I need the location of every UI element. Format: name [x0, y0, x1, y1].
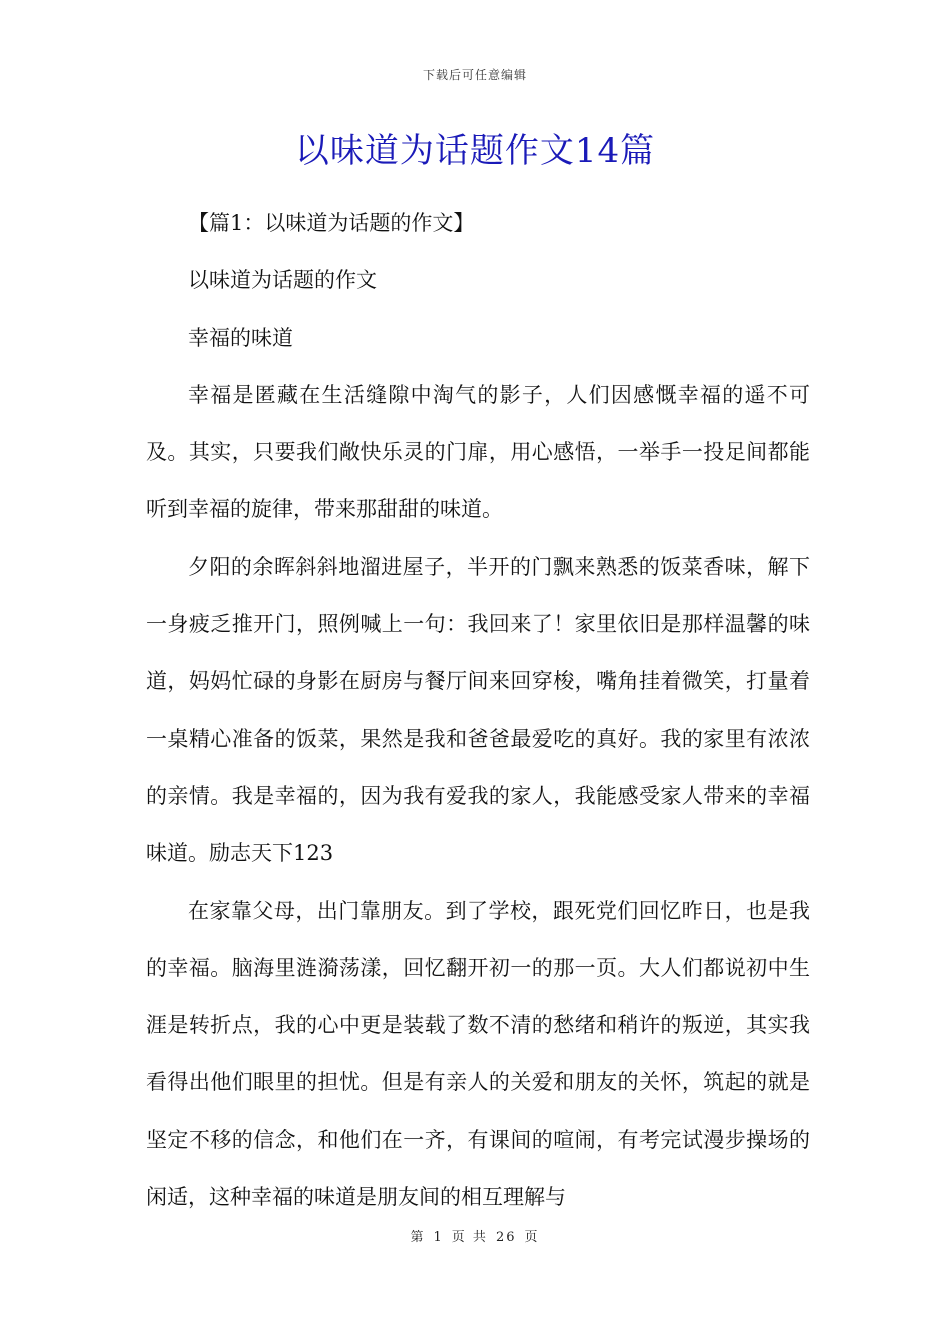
page-label-prefix: 第: [410, 1230, 426, 1245]
body-paragraph: 在家靠父母，出门靠朋友。到了学校，跟死党们回忆昨日，也是我的幸福。脑海里涟漪荡漾，回忆翻开初一的那一页。大人们都说初中生涯是转折点，我的心中更是装载了数不清的愁绪和稍许的叛逆，其实我看得出他们眼里的担忧。但是有亲人的关爱和朋友的关怀，筑起的就是坚定不移的信念，和他们在一齐，有课间的喧闹，有考完试漫步操场的闲适，这种幸福的味道是朋友间的相互理解与: [146, 898, 810, 1210]
body-paragraph: 夕阳的余晖斜斜地溜进屋子，半开的门飘来熟悉的饭菜香味，解下一身疲乏推开门，照例喊上一句：我回来了！家里依旧是那样温馨的味道，妈妈忙碌的身影在厨房与餐厅间来回穿梭，嘴角挂着微笑，打量着一桌精心准备的饭菜，果然是我和爸爸最爱吃的真好。我的家里有浓浓的亲情。我是幸福的，因为我有爱我的家人，我能感受家人带来的幸福味道。励志天下123: [146, 554, 810, 866]
current-page-number: 1: [433, 1230, 444, 1245]
page-label-suffix: 页: [524, 1230, 540, 1245]
header-note: 下载后可任意编辑: [422, 68, 527, 82]
essay-title: 以味道为话题的作文: [188, 268, 377, 293]
document-body: [146, 195, 810, 1226]
section-heading: 【篇1：以味道为话题的作文】: [188, 211, 475, 235]
body-paragraph: 幸福是匿藏在生活缝隙中淘气的影子，人们因感慨幸福的遥不可及。其实，只要我们敞快乐灵的门扉，用心感悟，一举手一投足间都能听到幸福的旋律，带来那甜甜的味道。: [146, 382, 810, 522]
total-pages-number: 26: [495, 1230, 517, 1245]
document-title: 以味道为话题作文14篇: [294, 131, 656, 171]
essay-subtitle: 幸福的味道: [188, 325, 293, 350]
page-footer: [0, 1226, 950, 1245]
page-label-middle: 页 共: [451, 1230, 488, 1245]
